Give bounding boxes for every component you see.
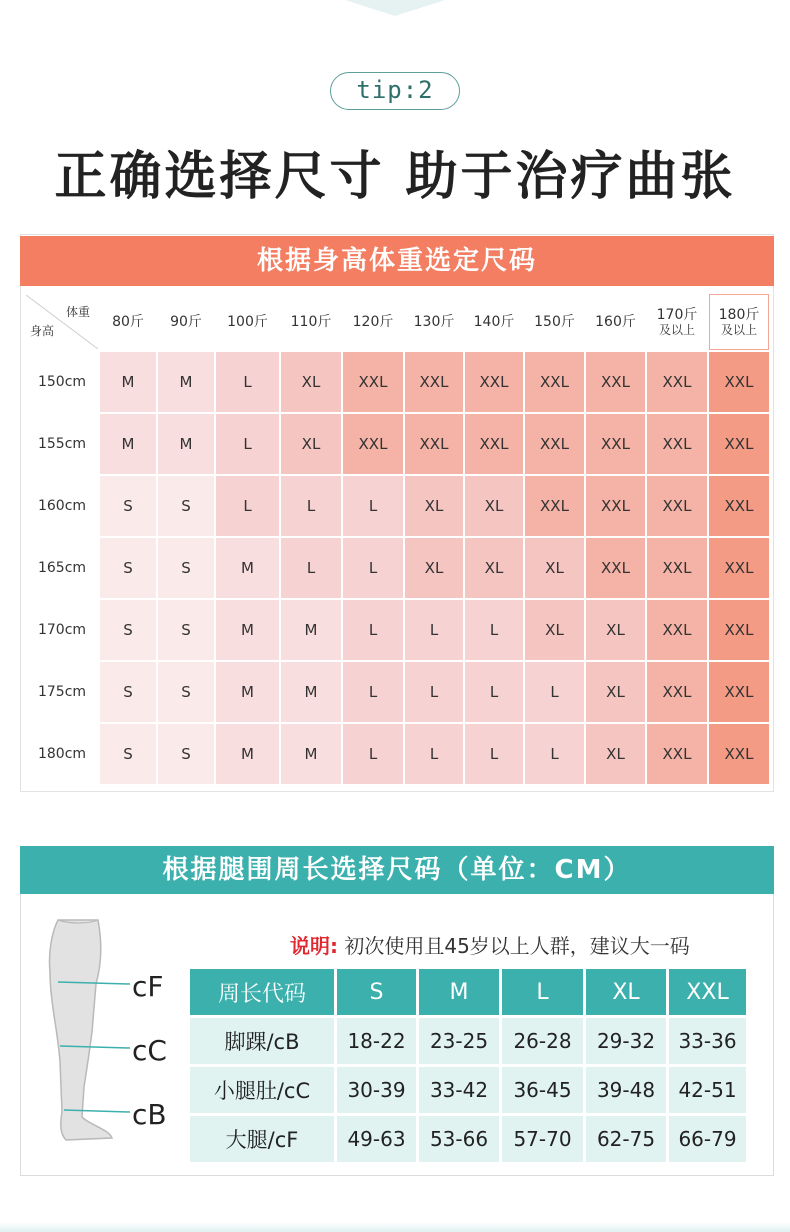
- size-cell: S: [100, 662, 156, 722]
- size-cell: M: [216, 538, 279, 598]
- height-label: 165cm: [26, 538, 98, 598]
- size-cell: XXL: [405, 414, 463, 474]
- size-cell: XL: [465, 538, 523, 598]
- note: [290, 930, 690, 959]
- header-cell: S: [337, 969, 416, 1015]
- weight-label: 90斤: [170, 314, 202, 330]
- table-cell: 53-66: [419, 1116, 499, 1162]
- size-cell: L: [216, 414, 279, 474]
- weight-label: 180斤: [718, 307, 760, 323]
- size-cell: L: [343, 476, 403, 536]
- size-cell: XXL: [465, 414, 523, 474]
- circumference-title: 根据腿围周长选择尺码（单位：CM）: [20, 846, 774, 894]
- size-cell: M: [281, 724, 341, 784]
- table-cell: 62-75: [586, 1116, 666, 1162]
- size-cell: XXL: [525, 352, 584, 412]
- size-cell: S: [100, 476, 156, 536]
- header-cell: L: [502, 969, 583, 1015]
- size-cell: XL: [281, 414, 341, 474]
- size-cell: XXL: [709, 724, 769, 784]
- height-label: 155cm: [26, 414, 98, 474]
- table-row: [190, 1067, 746, 1113]
- size-cell: L: [343, 662, 403, 722]
- header-cell: XXL: [669, 969, 746, 1015]
- header-cell: M: [419, 969, 499, 1015]
- size-cell: S: [100, 600, 156, 660]
- note-label: 说明:: [290, 934, 338, 958]
- table-row: [26, 662, 769, 722]
- size-cell: S: [158, 724, 214, 784]
- table-row: [26, 414, 769, 474]
- size-cell: XXL: [647, 724, 707, 784]
- size-cell: XXL: [709, 352, 769, 412]
- weight-label: 160斤: [595, 314, 636, 330]
- table-row: [26, 724, 769, 784]
- size-cell: XL: [525, 600, 584, 660]
- size-cell: XXL: [647, 352, 707, 412]
- table-cell: 33-36: [669, 1018, 746, 1064]
- size-cell: XXL: [647, 476, 707, 536]
- size-cell: L: [405, 724, 463, 784]
- size-cell: XL: [525, 538, 584, 598]
- table-cell: 57-70: [502, 1116, 583, 1162]
- circumference-header-row: [190, 969, 746, 1015]
- size-cell: XXL: [709, 600, 769, 660]
- size-cell: S: [100, 538, 156, 598]
- height-label: 170cm: [26, 600, 98, 660]
- size-cell: XXL: [343, 352, 403, 412]
- size-cell: XXL: [647, 662, 707, 722]
- table-corner-cell: [26, 294, 98, 350]
- size-cell: XL: [586, 724, 645, 784]
- size-cell: L: [216, 476, 279, 536]
- weight-header-cell: [100, 294, 156, 350]
- table-cell: 18-22: [337, 1018, 416, 1064]
- weight-header-cell: [709, 294, 769, 350]
- height-label: 175cm: [26, 662, 98, 722]
- leg-illustration: [40, 912, 180, 1152]
- table-cell: 29-32: [586, 1018, 666, 1064]
- size-cell: L: [525, 662, 584, 722]
- size-chart-title: 根据身高体重选定尺码: [20, 236, 774, 286]
- size-cell: XXL: [709, 414, 769, 474]
- size-cell: M: [100, 352, 156, 412]
- header-cell: 周长代码: [190, 969, 334, 1015]
- table-cell: 36-45: [502, 1067, 583, 1113]
- weight-sublabel: 及以上: [720, 323, 757, 337]
- table-cell: 39-48: [586, 1067, 666, 1113]
- weight-label: 170斤: [656, 307, 698, 323]
- corner-weight-label: 体重: [65, 305, 90, 319]
- weight-header-cell: [465, 294, 523, 350]
- size-cell: M: [158, 414, 214, 474]
- table-row: [190, 1018, 746, 1064]
- page-title: 正确选择尺寸 助于治疗曲张: [54, 147, 736, 207]
- size-cell: L: [343, 724, 403, 784]
- tip-badge: tip:2: [330, 72, 460, 110]
- leg-label-cC: cC: [132, 1034, 167, 1067]
- size-cell: L: [465, 600, 523, 660]
- weight-header-cell: [158, 294, 214, 350]
- weight-header-cell: [281, 294, 341, 350]
- leg-label-cB: cB: [132, 1098, 167, 1131]
- weight-header-cell: [525, 294, 584, 350]
- size-cell: L: [465, 724, 523, 784]
- size-cell: L: [281, 476, 341, 536]
- table-cell: 30-39: [337, 1067, 416, 1113]
- height-label: 150cm: [26, 352, 98, 412]
- size-cell: XL: [405, 476, 463, 536]
- size-cell: XL: [586, 600, 645, 660]
- size-cell: XXL: [343, 414, 403, 474]
- size-cell: M: [281, 600, 341, 660]
- size-cell: L: [405, 600, 463, 660]
- size-cell: XXL: [525, 476, 584, 536]
- table-row: [190, 1116, 746, 1162]
- size-cell: XXL: [525, 414, 584, 474]
- header-cell: XL: [586, 969, 666, 1015]
- row-label: 大腿/cF: [190, 1116, 334, 1162]
- size-cell: M: [158, 352, 214, 412]
- size-cell: XL: [465, 476, 523, 536]
- leg-label-cF: cF: [132, 970, 164, 1003]
- size-cell: XXL: [709, 662, 769, 722]
- weight-label: 130斤: [413, 314, 455, 330]
- size-cell: M: [281, 662, 341, 722]
- table-cell: 66-79: [669, 1116, 746, 1162]
- weight-label: 140斤: [473, 314, 515, 330]
- size-cell: XXL: [405, 352, 463, 412]
- table-cell: 23-25: [419, 1018, 499, 1064]
- table-cell: 49-63: [337, 1116, 416, 1162]
- weight-label: 100斤: [227, 314, 268, 330]
- table-cell: 42-51: [669, 1067, 746, 1113]
- table-cell: 33-42: [419, 1067, 499, 1113]
- table-row: [26, 352, 769, 412]
- row-label: 脚踝/cB: [190, 1018, 334, 1064]
- row-label: 小腿肚/cC: [190, 1067, 334, 1113]
- weight-header-cell: [405, 294, 463, 350]
- size-cell: L: [343, 538, 403, 598]
- height-weight-size-table: [24, 292, 771, 786]
- size-cell: XXL: [586, 414, 645, 474]
- weight-label: 80斤: [112, 314, 144, 330]
- height-label: 180cm: [26, 724, 98, 784]
- size-cell: L: [465, 662, 523, 722]
- weight-label: 110斤: [290, 314, 332, 330]
- size-cell: S: [100, 724, 156, 784]
- size-cell: S: [158, 662, 214, 722]
- size-cell: XL: [281, 352, 341, 412]
- size-cell: XXL: [586, 538, 645, 598]
- weight-header-cell: [343, 294, 403, 350]
- weight-header-cell: [586, 294, 645, 350]
- corner-height-label: 身高: [30, 324, 55, 338]
- size-cell: XXL: [647, 600, 707, 660]
- size-cell: S: [158, 538, 214, 598]
- size-cell: M: [216, 724, 279, 784]
- size-cell: S: [158, 476, 214, 536]
- size-cell: M: [216, 600, 279, 660]
- size-cell: XXL: [709, 538, 769, 598]
- weight-header-row: [26, 294, 769, 350]
- size-cell: L: [525, 724, 584, 784]
- table-row: [26, 476, 769, 536]
- weight-label: 150斤: [534, 314, 575, 330]
- size-cell: XL: [405, 538, 463, 598]
- size-cell: XXL: [647, 414, 707, 474]
- circumference-table: [187, 966, 749, 1165]
- size-cell: L: [281, 538, 341, 598]
- size-cell: XL: [586, 662, 645, 722]
- size-cell: S: [158, 600, 214, 660]
- table-row: [26, 600, 769, 660]
- size-cell: L: [216, 352, 279, 412]
- size-cell: XXL: [647, 538, 707, 598]
- height-label: 160cm: [26, 476, 98, 536]
- weight-header-cell: [216, 294, 279, 350]
- size-cell: XXL: [586, 476, 645, 536]
- size-cell: XXL: [465, 352, 523, 412]
- weight-header-cell: [647, 294, 707, 350]
- note-text: 初次使用且45岁以上人群，建议大一码: [344, 934, 690, 958]
- size-cell: XXL: [709, 476, 769, 536]
- weight-label: 120斤: [352, 314, 394, 330]
- size-cell: M: [216, 662, 279, 722]
- size-cell: XXL: [586, 352, 645, 412]
- table-cell: 26-28: [502, 1018, 583, 1064]
- top-notch-decoration: [345, 0, 445, 16]
- table-row: [26, 538, 769, 598]
- size-cell: M: [100, 414, 156, 474]
- bottom-decoration: [0, 1222, 790, 1232]
- size-cell: L: [343, 600, 403, 660]
- size-cell: L: [405, 662, 463, 722]
- weight-sublabel: 及以上: [658, 323, 695, 337]
